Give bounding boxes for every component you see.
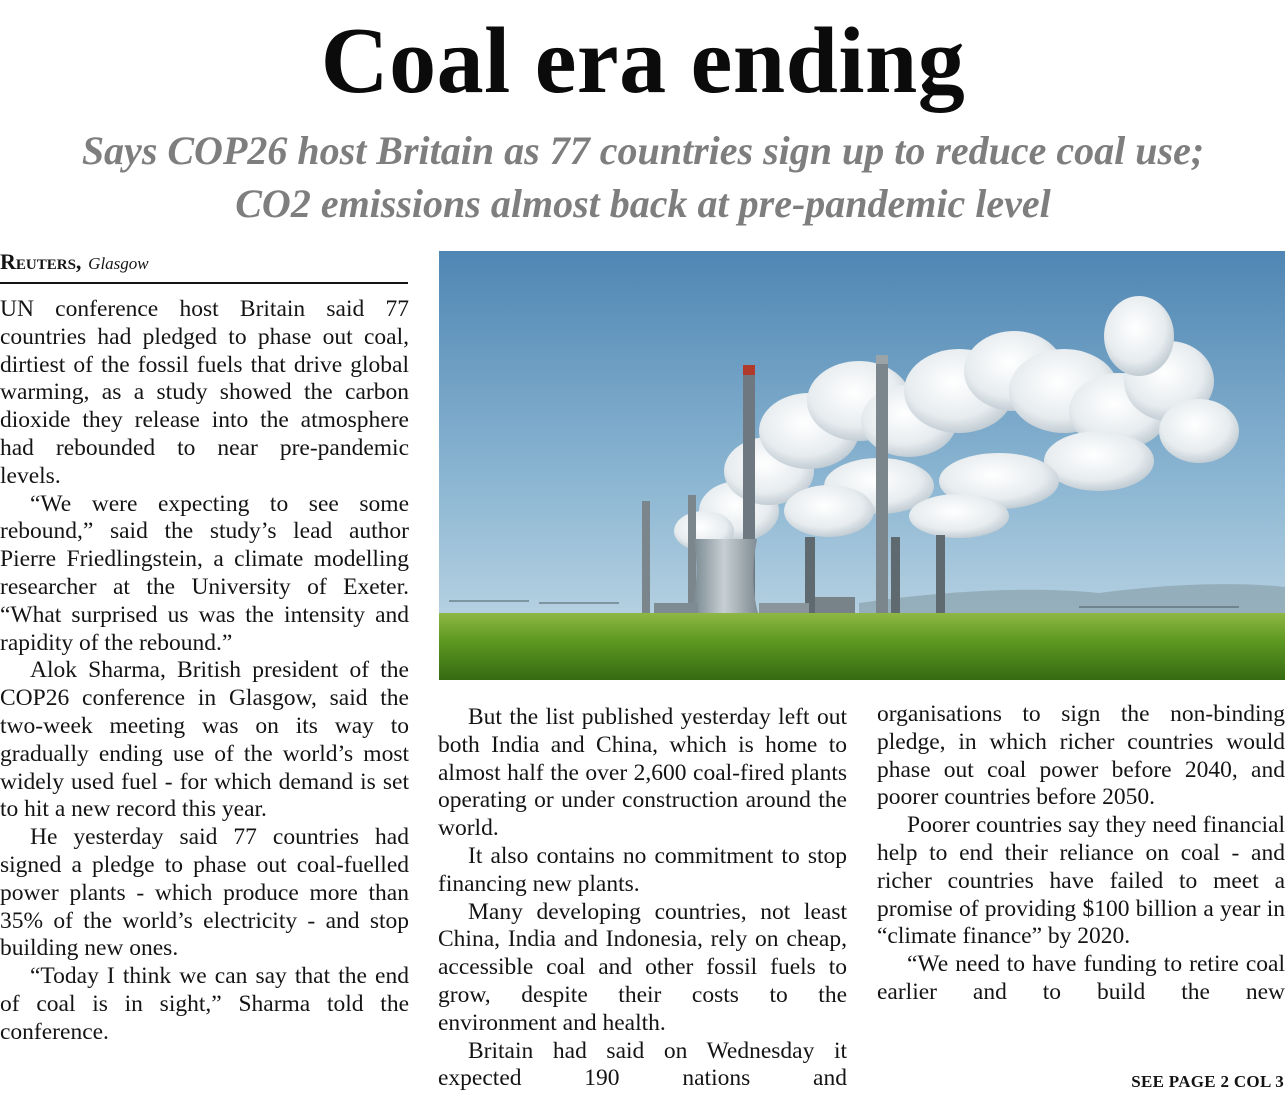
article-column-2 [438, 704, 847, 1094]
paragraph: “We were expecting to see some rebound,” said the study’s lead author Pierre Friedlingstein, a climate modelling researcher at the University of Exeter. “What surprised us was the intensity and rapidity of the rebound.” [0, 490, 409, 656]
paragraph: UN conference host Britain said 77 countries had pledged to phase out coal, dirtiest of the fossil fuels that drive global warming, as a study showed the carbon dioxide they release into the atmosphere had rebounded to near pre-pandemic levels. [0, 296, 409, 489]
deck-line-2: CO2 emissions almost back at pre-pandemic level [235, 181, 1051, 226]
paragraph: “We need to have funding to retire coal earlier and to build the new [877, 951, 1285, 1005]
paragraph: Britain had said on Wednesday it expected 190 nations and [438, 1037, 847, 1092]
continuation-jump: SEE PAGE 2 COL 3 [1131, 1072, 1284, 1091]
deck-line-1: Says COP26 host Britain as 77 countries sign up to reduce coal use; [81, 128, 1205, 173]
paragraph: Poorer countries say they need financial help to end their reliance on coal - and richer countries have failed to meet a promise of providing $100 billion a year in “climate finance” by 2020. [877, 812, 1285, 950]
paragraph: But the list published yesterday left out both India and China, which is home to almost half the over 2,600 coal-fired plants operating or under construction around the world. [438, 704, 847, 842]
paragraph: Alok Sharma, British president of the COP26 conference in Glasgow, said the two-week meeting was on its way to gradually ending use of the world’s most widely used fuel - for which demand is set to hit a new record this year. [0, 657, 409, 823]
paragraph: It also contains no commitment to stop financing new plants. [438, 842, 847, 897]
byline-agency: Reuters, [0, 249, 82, 274]
byline-place: Glasgow [88, 254, 149, 273]
photograph-power-plant [439, 251, 1285, 680]
article-column-3 [877, 701, 1285, 1063]
headline: Coal era ending [320, 9, 966, 113]
article-column-1 [0, 296, 409, 1104]
paragraph: organisations to sign the non-binding pledge, in which richer countries would phase out coal power before 2040, and poorer countries before 2050. [877, 701, 1285, 811]
paragraph: He yesterday said 77 countries had signed a pledge to phase out coal-fuelled power plants - which produce more than 35% of the world’s electricity - and stop building new ones. [0, 824, 409, 962]
deck [0, 124, 1286, 230]
byline [0, 249, 408, 284]
photo-icon [439, 251, 1285, 680]
paragraph: “Today I think we can say that the end of coal is in sight,” Sharma told the conference. [0, 963, 409, 1045]
paragraph: Many developing countries, not least China, India and Indonesia, rely on cheap, accessible coal and other fossil fuels to grow, despite their costs to the environment and health. [438, 898, 847, 1036]
